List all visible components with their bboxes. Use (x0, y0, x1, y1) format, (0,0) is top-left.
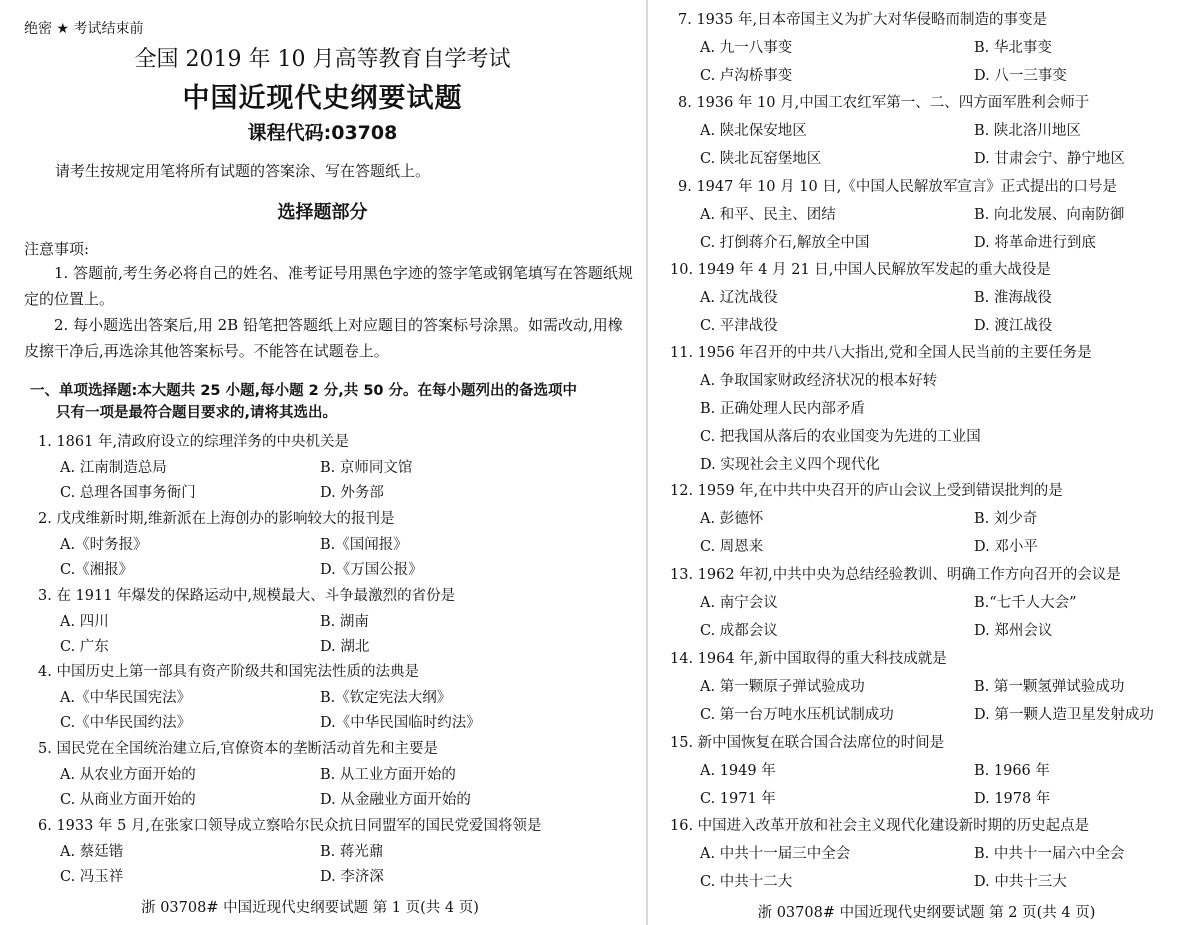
answer-option-c: C. 陕北瓦窑堡地区 (700, 151, 822, 167)
answer-option-b: B. 华北事变 (974, 40, 1052, 56)
question-stem: 16. 中国进入改革开放和社会主义现代化建设新时期的历史起点是 (670, 818, 1090, 834)
answer-option-c: C. 总理各国事务衙门 (60, 485, 196, 501)
part-heading-line-1: 一、单项选择题:本大题共 25 小题,每小题 2 分,共 50 分。在每小题列出的备选项中 (30, 383, 578, 399)
question-stem: 6. 1933 年 5 月,在张家口领导成立察哈尔民众抗日同盟军的国民党爱国将领是 (38, 818, 542, 834)
question-stem: 5. 国民党在全国统治建立后,官僚资本的垄断活动首先和主要是 (38, 741, 439, 757)
question-stem: 3. 在 1911 年爆发的保路运动中,规模最大、斗争最激烈的省份是 (38, 588, 456, 604)
question-stem: 12. 1959 年,在中共中央召开的庐山会议上受到错误批判的是 (670, 483, 1063, 499)
answer-option-d: D. 实现社会主义四个现代化 (700, 457, 880, 473)
answer-option-d: D. 甘肃会宁、静宁地区 (974, 151, 1125, 167)
answer-option-c: C. 冯玉祥 (60, 869, 124, 885)
note-item-2: 2. 每小题选出答案后,用 2B 铅笔把答题纸上对应题目的答案标号涂黑。如需改动,用橡皮擦干净后,再选涂其他答案标号。不能答在试题卷上。 (24, 316, 623, 360)
answer-option-c: C. 周恩来 (700, 539, 764, 555)
answer-option-b: B. 京师同文馆 (320, 459, 413, 476)
answer-option-a: A. 彭德怀 (700, 511, 764, 527)
exam-title: 全国 2019 年 10 月高等教育自学考试 (134, 47, 511, 72)
question-stem: 9. 1947 年 10 月 10 日,《中国人民解放军宣言》正式提出的口号是 (678, 179, 1117, 195)
answer-option-a: A. 争取国家财政经济状况的根本好转 (700, 373, 938, 389)
answer-option-b: B. 淮海战役 (974, 290, 1052, 306)
question-stem: 2. 戊戌维新时期,维新派在上海创办的影响较大的报刊是 (38, 511, 395, 527)
answer-option-d: D. 郑州会议 (974, 623, 1053, 639)
answer-option-d: D. 渡江战役 (974, 318, 1053, 334)
answer-option-d: D. 将革命进行到底 (974, 235, 1096, 251)
answer-option-d: D. 李济深 (320, 869, 384, 885)
answer-option-d: D. 外务部 (320, 485, 384, 501)
answer-option-b: B.《国闻报》 (320, 536, 408, 553)
question-stem: 11. 1956 年召开的中共八大指出,党和全国人民当前的主要任务是 (670, 345, 1092, 361)
course-code: 课程代码:03708 (247, 122, 398, 144)
answer-option-b: B. 中共十一届六中全会 (974, 846, 1125, 862)
answer-option-a: A. 1949 年 (700, 763, 776, 779)
part-heading-line-2: 只有一项是最符合题目要求的,请将其选出。 (56, 405, 338, 421)
notes-heading: 注意事项: (24, 240, 90, 258)
answer-option-d: D. 邓小平 (974, 539, 1038, 555)
question-stem: 10. 1949 年 4 月 21 日,中国人民解放军发起的重大战役是 (670, 262, 1051, 278)
answer-option-c: C.《中华民国约法》 (60, 715, 192, 731)
answer-option-c: C. 第一台万吨水压机试制成功 (700, 707, 894, 723)
question-stem: 14. 1964 年,新中国取得的重大科技成就是 (670, 651, 947, 667)
page-divider (646, 0, 648, 925)
answer-option-c: C. 卢沟桥事变 (700, 68, 793, 84)
answer-option-c: C. 把我国从落后的农业国变为先进的工业国 (700, 429, 981, 445)
question-stem: 1. 1861 年,清政府设立的综理洋务的中央机关是 (38, 434, 350, 450)
answer-option-d: D.《中华民国临时约法》 (320, 715, 481, 731)
answer-option-c: C. 成都会议 (700, 623, 778, 639)
question-stem: 4. 中国历史上第一部具有资产阶级共和国宪法性质的法典是 (38, 664, 419, 680)
answer-option-c: C. 平津战役 (700, 318, 778, 334)
answer-option-a: A. 蔡廷锴 (60, 843, 124, 860)
answer-option-d: D. 中共十三大 (974, 874, 1067, 890)
exam-page-2 (652, 0, 1201, 925)
answer-option-b: B.《钦定宪法大纲》 (320, 689, 452, 706)
section-title: 选择题部分 (277, 202, 368, 223)
answer-option-b: B. 向北发展、向南防御 (974, 207, 1125, 223)
answer-option-a: A. 从农业方面开始的 (60, 766, 196, 783)
answer-option-d: D. 1978 年 (974, 791, 1051, 807)
answer-option-a: A.《时务报》 (60, 536, 148, 553)
answer-option-c: C. 打倒蒋介石,解放全中国 (700, 235, 870, 251)
question-stem: 7. 1935 年,日本帝国主义为扩大对华侵略而制造的事变是 (678, 12, 1048, 28)
answer-option-d: D. 从金融业方面开始的 (320, 792, 471, 808)
answer-option-b: B. 蒋光鼐 (320, 843, 384, 860)
answer-option-b: B. 第一颗氢弹试验成功 (974, 679, 1125, 695)
answer-option-b: B. 陕北洛川地区 (974, 123, 1081, 139)
part-heading (30, 380, 630, 424)
answer-option-a: A. 陕北保安地区 (700, 123, 807, 139)
answer-option-a: A. 和平、民主、团结 (700, 207, 836, 223)
question-stem: 8. 1936 年 10 月,中国工农红军第一、二、四方面军胜利会师于 (678, 95, 1090, 111)
answer-option-b: B.“七千人大会” (974, 595, 1077, 611)
subject-title: 中国近现代史纲要试题 (182, 83, 463, 114)
answer-option-c: C. 广东 (60, 639, 109, 655)
answer-option-d: D. 八一三事变 (974, 68, 1067, 84)
page-footer: 浙 03708# 中国近现代史纲要试题 第 1 页(共 4 页) (141, 900, 479, 916)
page-footer: 浙 03708# 中国近现代史纲要试题 第 2 页(共 4 页) (757, 905, 1096, 921)
answer-option-d: D. 第一颗人造卫星发射成功 (974, 707, 1154, 723)
answer-option-a: A. 江南制造总局 (60, 459, 167, 476)
answer-option-d: D. 湖北 (320, 639, 370, 655)
answer-option-c: C. 从商业方面开始的 (60, 792, 196, 808)
answer-option-a: A. 第一颗原子弹试验成功 (700, 679, 865, 695)
answer-instruction: 请考生按规定用笔将所有试题的答案涂、写在答题纸上。 (55, 162, 431, 180)
answer-option-a: A. 辽沈战役 (700, 290, 778, 306)
answer-option-c: C. 中共十二大 (700, 874, 793, 890)
confidential-note: 绝密 ★ 考试结束前 (24, 21, 144, 37)
answer-option-b: B. 1966 年 (974, 763, 1050, 779)
answer-option-b: B. 湖南 (320, 613, 369, 630)
answer-option-a: A. 中共十一届三中全会 (700, 846, 851, 862)
answer-option-d: D.《万国公报》 (320, 562, 423, 578)
answer-option-b: B. 从工业方面开始的 (320, 766, 456, 783)
question-stem: 15. 新中国恢复在联合国合法席位的时间是 (670, 735, 945, 751)
question-stem: 13. 1962 年初,中共中央为总结经验教训、明确工作方向召开的会议是 (670, 567, 1121, 583)
answer-option-b: B. 正确处理人民内部矛盾 (700, 401, 865, 417)
answer-option-c: C. 1971 年 (700, 791, 776, 807)
answer-option-a: A.《中华民国宪法》 (60, 689, 192, 706)
answer-option-a: A. 南宁会议 (700, 595, 778, 611)
answer-option-b: B. 刘少奇 (974, 511, 1038, 527)
answer-option-a: A. 四川 (60, 613, 109, 630)
answer-option-c: C.《湘报》 (60, 562, 134, 578)
note-item-1: 1. 答题前,考生务必将自己的姓名、准考证号用黑色字迹的签字笔或钢笔填写在答题纸规定的位置上。 (24, 264, 633, 308)
answer-option-a: A. 九一八事变 (700, 40, 793, 56)
